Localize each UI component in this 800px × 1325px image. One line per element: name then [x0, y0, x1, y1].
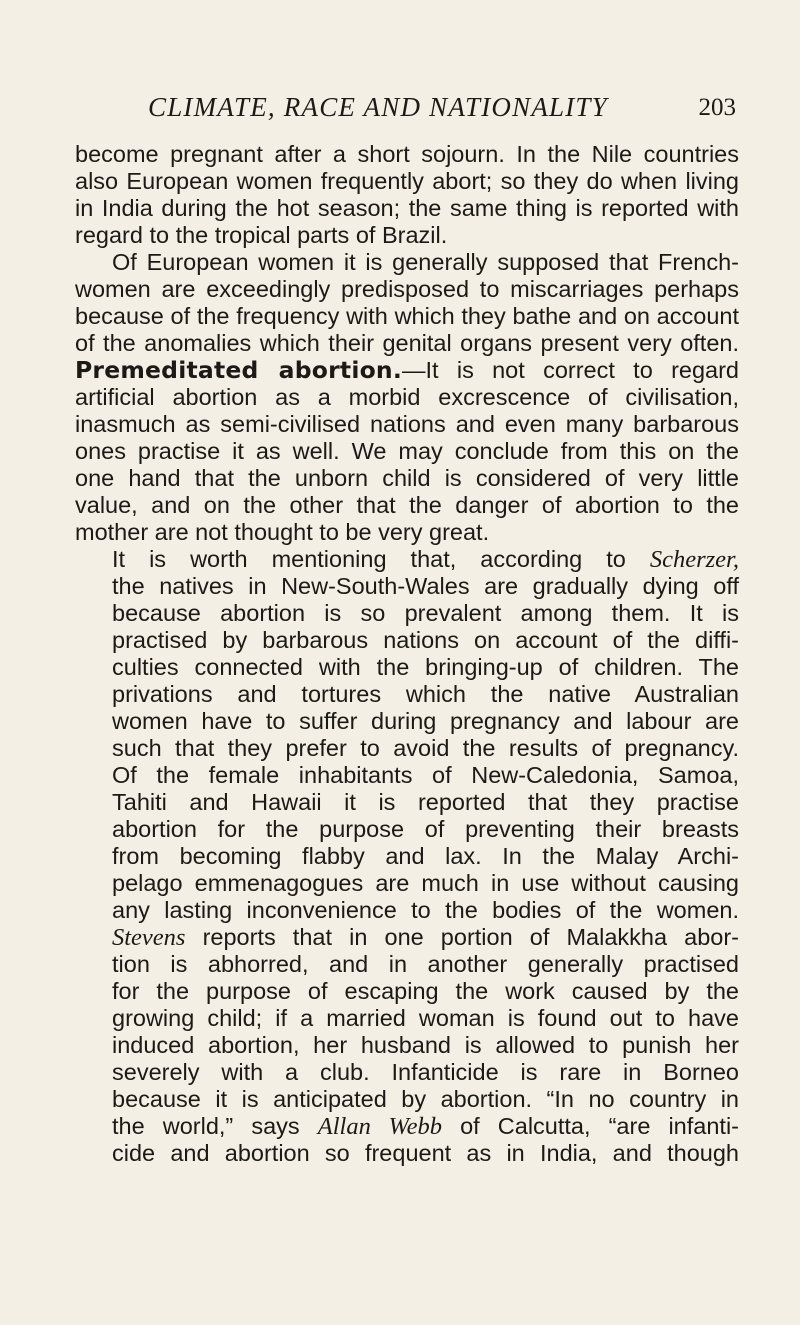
author-name-italic: Stevens [112, 924, 186, 951]
text-line: because of the frequency with which they bathe and on account [75, 303, 739, 329]
text-line: women have to suffer during pregnancy and labour are [112, 708, 739, 734]
text-line: also European women frequently abort; so they do when living [75, 168, 739, 194]
text-line: practised by barbarous nations on account of the diffi- [112, 627, 739, 653]
text-line: privations and tortures which the native Australian [112, 681, 739, 707]
text-line: women are exceedingly predisposed to miscarriages perhaps [75, 276, 739, 302]
text-line: any lasting inconvenience to the bodies of the women. [112, 897, 739, 923]
text-line: tion is abhorred, and in another generally practised [112, 951, 739, 977]
author-name-italic: Allan Webb [317, 1113, 443, 1140]
text-line: growing child; if a married woman is found out to have [112, 1005, 739, 1031]
text-line: inasmuch as semi-civilised nations and even many barbarous [75, 411, 739, 437]
text-line: value, and on the other that the danger of abortion to the [75, 492, 739, 518]
text-line: Premeditated abortion.—It is not correct to regard [75, 356, 739, 384]
text-line: because abortion is so prevalent among them. It is [112, 600, 739, 626]
text-line: ones practise it as well. We may conclude from this on the [75, 438, 739, 464]
text-line: the world,” says Allan Webb of Calcutta, “are infanti- [112, 1113, 739, 1140]
text-line: from becoming flabby and lax. In the Malay Archi- [112, 843, 739, 869]
running-head [148, 92, 738, 132]
text-line: Of European women it is generally supposed that French- [112, 249, 739, 275]
text-line: artificial abortion as a morbid excrescence of civilisation, [75, 384, 739, 410]
running-title: CLIMATE, RACE AND NATIONALITY [148, 92, 608, 122]
text-line: regard to the tropical parts of Brazil. [75, 222, 448, 248]
text-line: It is worth mentioning that, according to Scherzer, [112, 546, 739, 573]
body-text [75, 141, 739, 1167]
text-line: Stevens reports that in one portion of Malakkha abor- [112, 924, 739, 951]
text-line: Tahiti and Hawaii it is reported that they practise [112, 789, 739, 815]
text-line: pelago emmenagogues are much in use without causing [112, 870, 739, 896]
author-name-italic: Scherzer, [649, 546, 739, 573]
text-line: because it is anticipated by abortion. “In no country in [112, 1086, 739, 1112]
text-line: culties connected with the bringing-up of children. The [112, 654, 739, 680]
text-line: become pregnant after a short sojourn. In the Nile countries [75, 141, 739, 167]
text-line: mother are not thought to be very great. [75, 519, 490, 545]
text-line: one hand that the unborn child is considered of very little [75, 465, 739, 491]
text-line: for the purpose of escaping the work caused by the [112, 978, 739, 1004]
section-heading: Premeditated abortion. [75, 356, 402, 384]
text-line: of the anomalies which their genital organs present very often. [75, 330, 739, 356]
text-line: Of the female inhabitants of New-Caledonia, Samoa, [112, 762, 739, 788]
text-line: cide and abortion so frequent as in India, and though [112, 1140, 739, 1166]
text-line: such that they prefer to avoid the results of pregnancy. [112, 735, 739, 761]
text-line: abortion for the purpose of preventing their breasts [112, 816, 739, 842]
text-line: in India during the hot season; the same thing is reported with [75, 195, 739, 221]
text-line: the natives in New-South-Wales are gradually dying off [112, 573, 739, 599]
text-line: severely with a club. Infanticide is rare in Borneo [112, 1059, 739, 1085]
page-number: 203 [698, 94, 736, 121]
text-line: induced abortion, her husband is allowed to punish her [112, 1032, 739, 1058]
